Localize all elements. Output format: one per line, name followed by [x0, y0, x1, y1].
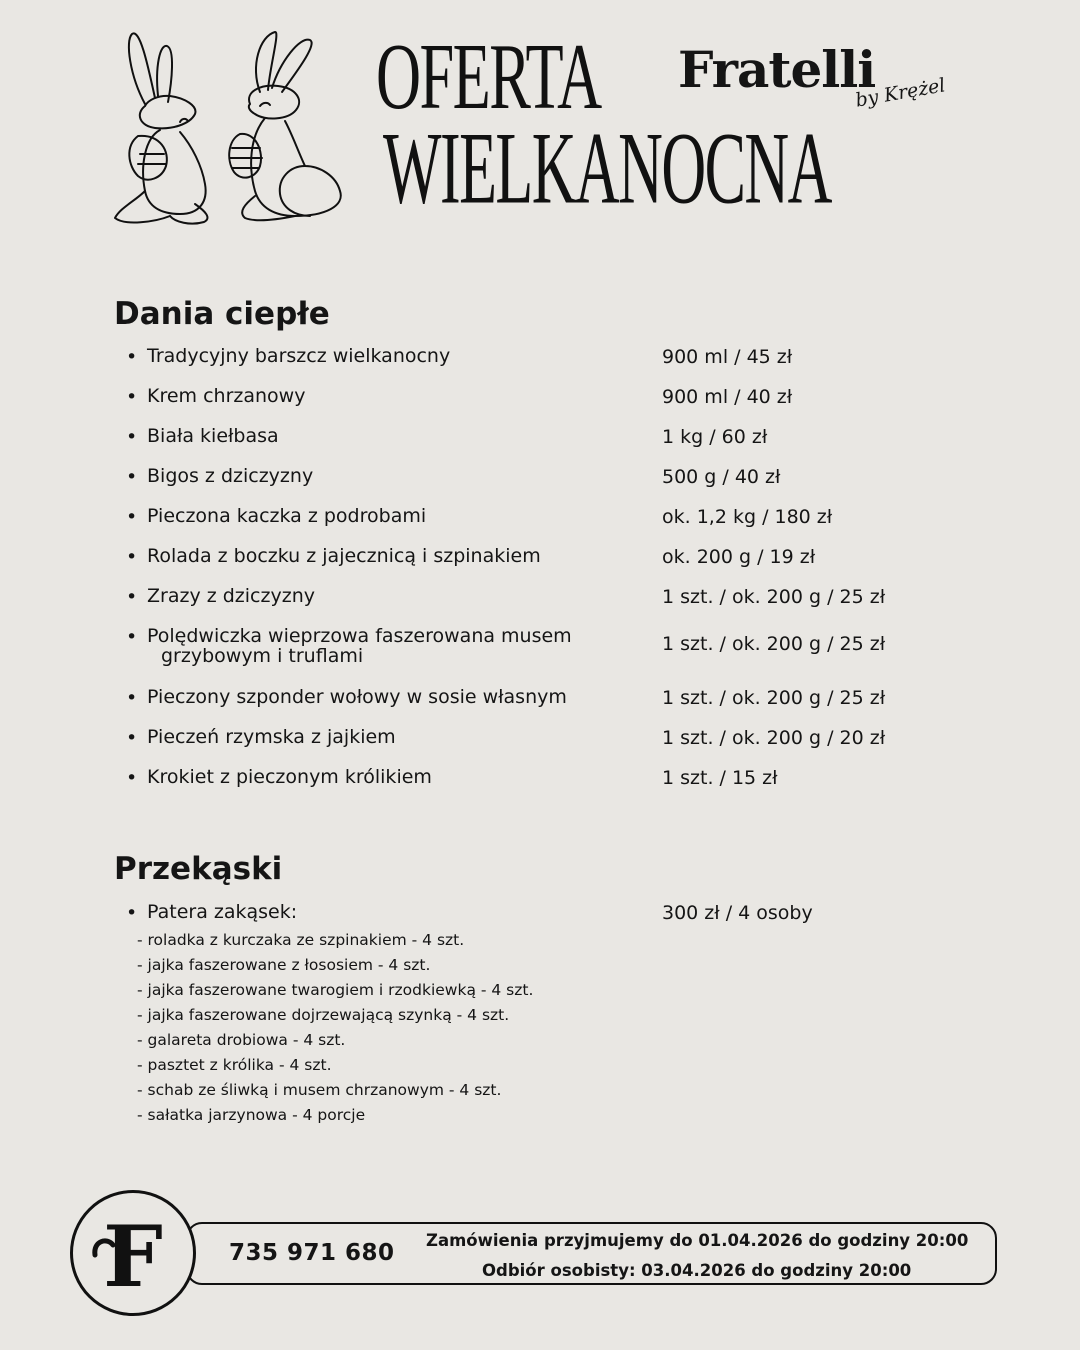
menu-item — [126, 546, 1026, 586]
menu-item — [126, 466, 1026, 506]
menu-item-name — [147, 626, 637, 666]
logo-monogram — [70, 1190, 196, 1316]
platter-subitem: - jajka faszerowane twarogiem i rzodkiewką - 4 szt. — [137, 981, 534, 999]
menu-item-price: 1 kg / 60 zł — [662, 426, 768, 448]
bullet: • — [126, 346, 138, 368]
menu-item — [126, 426, 1026, 466]
menu-item-price: 1 szt. / ok. 200 g / 25 zł — [662, 687, 886, 709]
platter-subitem: - jajka faszerowane z łososiem - 4 szt. — [137, 956, 431, 974]
section-title-snacks: Przekąski — [114, 851, 283, 887]
platter-subitem: - roladka z kurczaka ze szpinakiem - 4 szt. — [137, 931, 465, 949]
bullet: • — [126, 626, 138, 648]
menu-item-price: 500 g / 40 zł — [662, 466, 781, 488]
menu-item-price: 1 szt. / 15 zł — [662, 767, 778, 789]
menu-item-name: Krem chrzanowy — [147, 385, 306, 407]
platter-subitem: - sałatka jarzynowa - 4 porcje — [137, 1106, 366, 1124]
menu-item — [126, 727, 1026, 767]
menu-item-price: 900 ml / 45 zł — [662, 346, 793, 368]
phone-number[interactable]: 735 971 680 — [229, 1240, 395, 1266]
menu-item-price: ok. 1,2 kg / 180 zł — [662, 506, 833, 528]
title-line-1: OFERTA — [376, 25, 601, 130]
menu-item-name: Biała kiełbasa — [147, 425, 279, 447]
bullet: • — [126, 586, 138, 608]
menu-item-name-line-1: Polędwiczka wieprzowa faszerowana musem — [147, 625, 572, 647]
menu-item-name-line-2: grzybowym i truflami — [161, 645, 364, 667]
menu-item-price: ok. 200 g / 19 zł — [662, 546, 816, 568]
menu-item-name: Patera zakąsek: — [147, 901, 298, 923]
menu-item — [126, 687, 1026, 727]
menu-item-price: 900 ml / 40 zł — [662, 386, 793, 408]
menu-item-name: Pieczeń rzymska z jajkiem — [147, 726, 396, 748]
logo-icon — [73, 1193, 193, 1313]
platter-subitem: - pasztet z królika - 4 szt. — [137, 1056, 332, 1074]
menu-item-name: Pieczony szponder wołowy w sosie własnym — [147, 686, 567, 708]
pickup-info: Odbiór osobisty: 03.04.2026 do godziny 20:00 — [482, 1261, 912, 1280]
title-line-2: WIELKANOCNA — [383, 112, 831, 226]
bullet: • — [126, 902, 138, 924]
menu-item — [126, 586, 1026, 626]
menu-item — [126, 506, 1026, 546]
platter-subitem: - schab ze śliwką i musem chrzanowym - 4 szt. — [137, 1081, 502, 1099]
menu-item-name: Zrazy z dziczyzny — [147, 585, 315, 607]
menu-item-name: Tradycyjny barszcz wielkanocny — [147, 345, 451, 367]
brand-name: Fratelli — [678, 40, 876, 99]
brand-subtitle: by Krężel — [853, 74, 948, 112]
bullet: • — [126, 767, 138, 789]
bullet: • — [126, 687, 138, 709]
section-title-hot-dishes: Dania ciepłe — [114, 296, 330, 332]
bullet: • — [126, 506, 138, 528]
menu-item — [126, 626, 1026, 674]
menu-item-name: Pieczona kaczka z podrobami — [147, 505, 427, 527]
menu-item-price: 300 zł / 4 osoby — [662, 902, 813, 924]
bullet: • — [126, 727, 138, 749]
menu-item — [126, 386, 1026, 426]
order-deadline: Zamówienia przyjmujemy do 01.04.2026 do godziny 20:00 — [426, 1231, 969, 1250]
logo-letter: F — [103, 1207, 163, 1306]
menu-item — [126, 346, 1026, 386]
menu-item-price: 1 szt. / ok. 200 g / 25 zł — [662, 633, 886, 655]
bullet: • — [126, 426, 138, 448]
platter-subitem: - jajka faszerowane dojrzewającą szynką - 4 szt. — [137, 1006, 510, 1024]
menu-item-name: Bigos z dziczyzny — [147, 465, 314, 487]
bunny-illustration — [100, 26, 350, 236]
bullet: • — [126, 546, 138, 568]
platter-subitem: - galareta drobiowa - 4 szt. — [137, 1031, 346, 1049]
menu-item-name: Rolada z boczku z jajecznicą i szpinakiem — [147, 545, 541, 567]
menu-item-price: 1 szt. / ok. 200 g / 20 zł — [662, 727, 886, 749]
bullet: • — [126, 386, 138, 408]
menu-item — [126, 767, 1026, 807]
menu-item-price: 1 szt. / ok. 200 g / 25 zł — [662, 586, 886, 608]
bullet: • — [126, 466, 138, 488]
menu-item-name: Krokiet z pieczonym królikiem — [147, 766, 432, 788]
